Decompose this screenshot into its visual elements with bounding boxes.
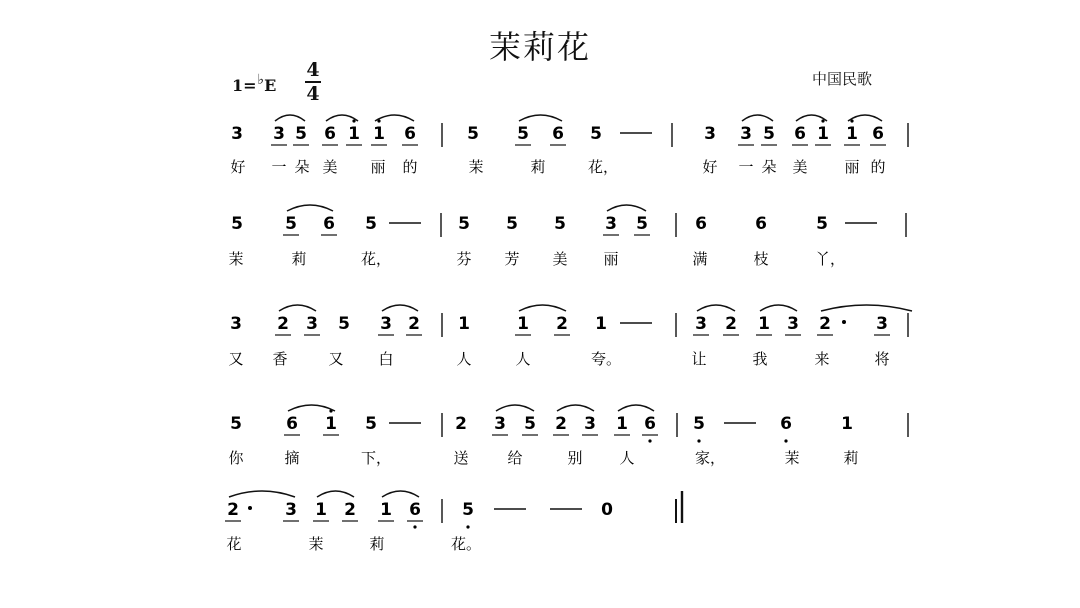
- lyric: 人: [619, 449, 635, 467]
- lyric: 美: [322, 158, 338, 176]
- lyric: 莉: [843, 449, 859, 467]
- note: 1: [458, 314, 470, 334]
- lyric: 花，: [360, 250, 392, 268]
- note: 3: [704, 124, 716, 144]
- note: 5: [693, 414, 705, 434]
- note: 3: [494, 414, 506, 434]
- note: 1: [758, 314, 770, 334]
- lyric: 花，: [587, 158, 619, 176]
- lyric: 又: [328, 350, 344, 368]
- lyric: 来: [814, 350, 830, 368]
- slur-arc: [382, 491, 419, 497]
- note: 3: [231, 124, 243, 144]
- note: 2: [555, 414, 567, 434]
- note: 3: [306, 314, 318, 334]
- note: 6: [324, 124, 336, 144]
- song-title: 茉莉花: [488, 28, 591, 66]
- lyric: 美: [792, 158, 808, 176]
- lyric: 人: [515, 350, 531, 368]
- note: 1: [595, 314, 607, 334]
- lyric: 的: [402, 158, 418, 176]
- note: 2: [725, 314, 737, 334]
- note: 5: [338, 314, 350, 334]
- lyric: 白: [378, 350, 394, 368]
- lyric: 的: [870, 158, 886, 176]
- note: 6: [409, 500, 421, 520]
- lyric: 又: [228, 350, 244, 368]
- flat-icon: ♭: [257, 72, 265, 88]
- note: 0: [601, 500, 613, 520]
- lyric: 满: [692, 250, 708, 268]
- composer-credit: 中国民歌: [812, 70, 873, 88]
- lyric: 茉: [308, 535, 324, 553]
- lyric: 朵: [761, 158, 777, 176]
- note: 5: [295, 124, 307, 144]
- note: 3: [787, 314, 799, 334]
- slur-arc: [697, 305, 735, 311]
- note: 3: [605, 214, 617, 234]
- note: 5: [517, 124, 529, 144]
- lyric: 朵: [294, 158, 310, 176]
- note: 2: [277, 314, 289, 334]
- lyric: 我: [752, 350, 768, 368]
- note: 6: [695, 214, 707, 234]
- octave-dot-low: [697, 439, 700, 442]
- lyric: 一: [738, 158, 754, 176]
- octave-dot-low: [648, 439, 651, 442]
- key-prefix: 1=: [232, 76, 257, 95]
- note: 3: [584, 414, 596, 434]
- note: 1: [846, 124, 858, 144]
- octave-dot-low: [413, 525, 416, 528]
- slur-arc: [607, 205, 646, 211]
- note: 5: [524, 414, 536, 434]
- slur-arc: [287, 205, 333, 211]
- lyric: 下，: [360, 449, 392, 467]
- note: 5: [231, 214, 243, 234]
- note: 6: [286, 414, 298, 434]
- note: 6: [872, 124, 884, 144]
- lyric: 将: [874, 350, 890, 368]
- lyric: 莉: [291, 250, 307, 268]
- lyric: 芬: [456, 250, 472, 268]
- lyric: 枝: [753, 250, 769, 268]
- slur-arc: [496, 405, 534, 411]
- slur-arc: [288, 405, 335, 411]
- note: 1: [380, 500, 392, 520]
- note: 1: [348, 124, 360, 144]
- note: 6: [794, 124, 806, 144]
- slur-arc: [275, 115, 305, 121]
- slur-arc: [279, 305, 316, 311]
- note: 2: [344, 500, 356, 520]
- note: 5: [230, 414, 242, 434]
- note: 2: [455, 414, 467, 434]
- slur-arc: [317, 491, 354, 497]
- note: 1: [315, 500, 327, 520]
- note: 5: [462, 500, 474, 520]
- lyric: 好: [702, 158, 718, 176]
- note: 5: [458, 214, 470, 234]
- slur-arc: [519, 305, 566, 311]
- lyric: 夸。: [590, 350, 622, 368]
- note: 5: [285, 214, 297, 234]
- note: 3: [380, 314, 392, 334]
- note: 5: [467, 124, 479, 144]
- octave-dot-high: [821, 119, 824, 122]
- note: 5: [636, 214, 648, 234]
- lyric: 花。: [450, 535, 482, 553]
- dot-augmentation: [842, 320, 846, 324]
- lyric: 丽: [603, 250, 619, 268]
- lyric: 送: [453, 449, 469, 467]
- time-signature-bottom: 4: [306, 83, 320, 105]
- lyric: 家，: [694, 449, 726, 467]
- lyric: 丽: [844, 158, 860, 176]
- slur-arc: [229, 491, 295, 497]
- note: 1: [325, 414, 337, 434]
- slur-arc: [375, 115, 414, 121]
- note: 3: [230, 314, 242, 334]
- note: 1: [616, 414, 628, 434]
- note: 6: [552, 124, 564, 144]
- note: 5: [365, 214, 377, 234]
- lyric: 莉: [369, 535, 385, 553]
- note: 6: [780, 414, 792, 434]
- lyric: 茉: [784, 449, 800, 467]
- lyric: 一: [271, 158, 287, 176]
- key-note: E: [264, 76, 277, 95]
- lyric: 茉: [228, 250, 244, 268]
- slur-arc: [519, 115, 562, 121]
- lyric: 茉: [468, 158, 484, 176]
- lyric: 丽: [370, 158, 386, 176]
- time-signature-top: 4: [306, 59, 320, 81]
- slur-arc: [557, 405, 594, 411]
- lyric: 美: [552, 250, 568, 268]
- note: 3: [876, 314, 888, 334]
- note: 2: [408, 314, 420, 334]
- octave-dot-low: [784, 439, 787, 442]
- lyric: 摘: [284, 449, 300, 467]
- note: 6: [755, 214, 767, 234]
- lyric: 给: [507, 449, 523, 467]
- lyric: 你: [228, 449, 244, 467]
- slur-arc: [760, 305, 797, 311]
- note: 1: [373, 124, 385, 144]
- note: 5: [506, 214, 518, 234]
- lyric: 香: [272, 350, 288, 368]
- note: 5: [365, 414, 377, 434]
- note: 5: [590, 124, 602, 144]
- slur-arc: [821, 305, 912, 311]
- note: 1: [817, 124, 829, 144]
- note: 3: [695, 314, 707, 334]
- slur-arc: [382, 305, 418, 311]
- note: 5: [816, 214, 828, 234]
- lyric: 花: [226, 535, 242, 553]
- note: 5: [554, 214, 566, 234]
- slur-arc: [742, 115, 773, 121]
- lyric: 让: [691, 350, 707, 368]
- note: 6: [644, 414, 656, 434]
- octave-dot-low: [466, 525, 469, 528]
- lyric: 人: [456, 350, 472, 368]
- note: 1: [517, 314, 529, 334]
- note: 6: [323, 214, 335, 234]
- note: 3: [285, 500, 297, 520]
- note: 2: [227, 500, 239, 520]
- note: 2: [819, 314, 831, 334]
- lyric: 丫，: [814, 250, 846, 268]
- note: 6: [404, 124, 416, 144]
- slur-arc: [618, 405, 654, 411]
- lyric: 别: [567, 449, 583, 467]
- note: 1: [841, 414, 853, 434]
- lyric: 莉: [530, 158, 546, 176]
- lyric: 芳: [504, 250, 520, 268]
- note: 5: [763, 124, 775, 144]
- lyric: 好: [230, 158, 246, 176]
- note: 2: [556, 314, 568, 334]
- note: 3: [273, 124, 285, 144]
- dot-augmentation: [248, 506, 252, 510]
- note: 3: [740, 124, 752, 144]
